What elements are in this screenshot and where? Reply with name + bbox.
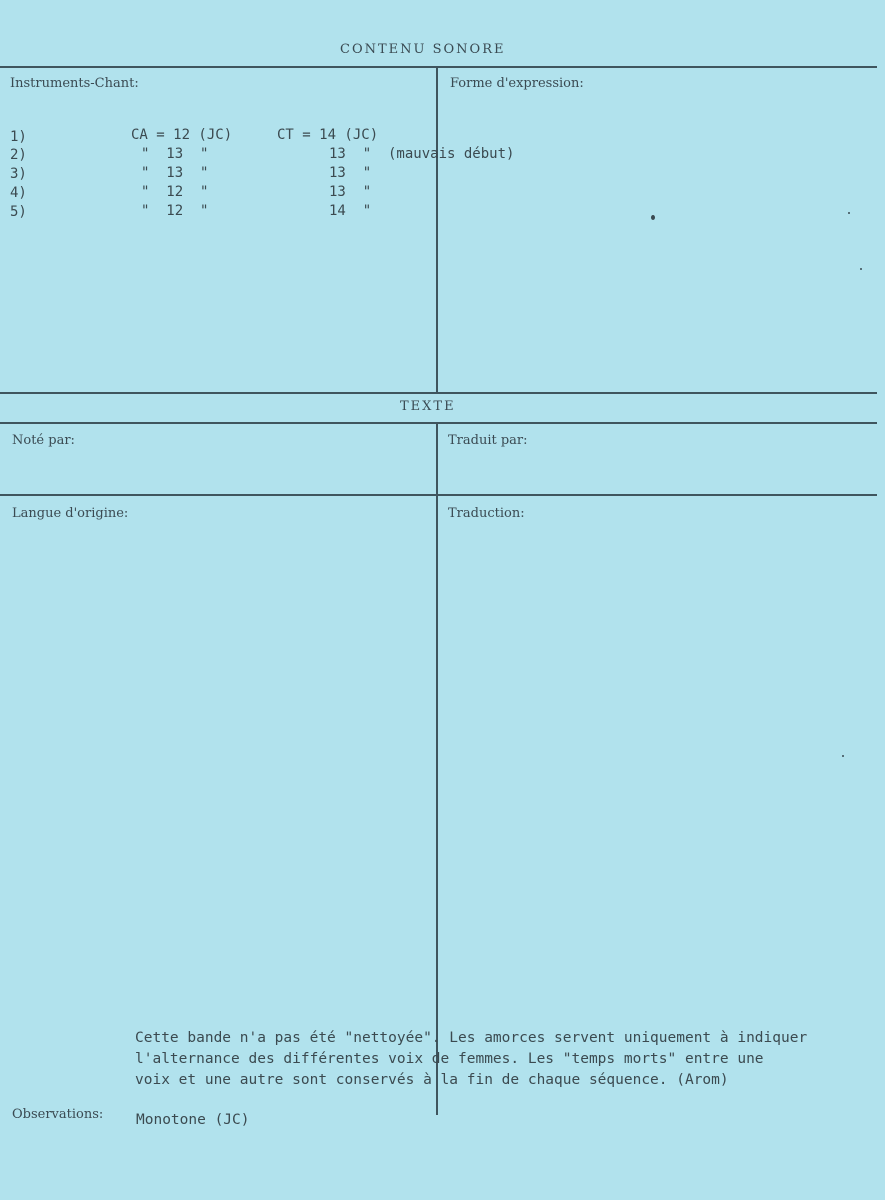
paper-speck <box>848 212 850 214</box>
catalog-card: CONTENU SONORE Instruments-Chant: Forme d'expression: 1) CA = 12 (JC) CT = 14 (JC) 2) " 13 " 13 " (mauvais début) 3) " 13 " 13 " 4) " 12 " 13 " 5) " 12 " 14 " TEXTE Noté par: Traduit par: Langue d'origine: Traduction: Cette bande n'a pas été "nettoyée". Les amorces servent uniquement à indiquer l'alternance des différentes voix de femmes. Les "temps morts" entre une voix et une autre sont conservés à la fin de chaque séquence. (Arom) Observations: Monotone (JC) <box>0 0 885 1200</box>
label-traduction: Traduction: <box>448 506 525 521</box>
label-traduit-par: Traduit par: <box>448 433 528 448</box>
divider-top <box>0 66 877 68</box>
observations-value: Monotone (JC) <box>136 1112 250 1128</box>
paper-speck <box>842 755 844 757</box>
column-divider-lower <box>436 423 438 1115</box>
label-observations: Observations: <box>12 1107 104 1122</box>
column-divider-upper <box>436 67 438 392</box>
paper-speck <box>860 268 862 270</box>
divider-language <box>0 494 877 496</box>
label-note-par: Noté par: <box>12 433 75 448</box>
label-forme-expression: Forme d'expression: <box>450 76 584 91</box>
label-langue-origine: Langue d'origine: <box>12 506 129 521</box>
section-title-contenu-sonore: CONTENU SONORE <box>340 42 506 57</box>
divider-texte-bottom <box>0 422 877 424</box>
divider-texte-top <box>0 392 877 394</box>
label-instruments-chant: Instruments-Chant: <box>10 76 139 91</box>
paper-speck <box>651 215 655 220</box>
section-title-texte: TEXTE <box>400 399 456 414</box>
